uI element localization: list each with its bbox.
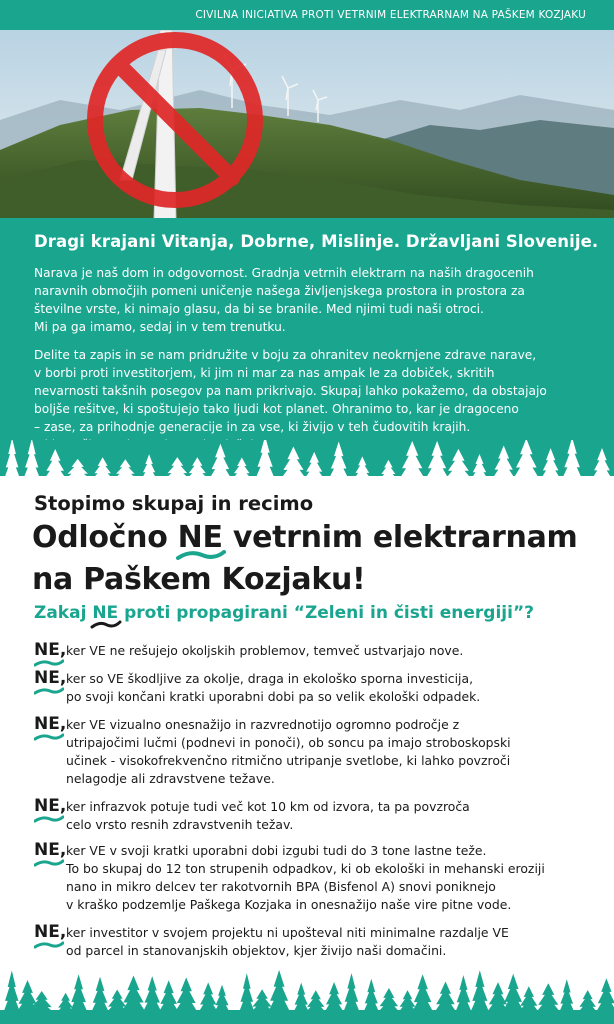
reason-line: ker so VE škodljive za okolje, draga in ekološko sporna investicija, bbox=[66, 671, 474, 686]
tree-icon bbox=[470, 970, 490, 1014]
tree-icon bbox=[304, 990, 327, 1014]
underline-swoosh-icon bbox=[34, 859, 64, 867]
reason-text bbox=[66, 842, 594, 914]
ne-word: NE bbox=[177, 520, 223, 555]
reason-line: utripajočimi lučmi (podnevi in ponoči), ob soncu pa imajo stroboskopski bbox=[66, 735, 511, 750]
greeting-heading: Dragi krajani Vitanja, Dobrne, Mislinje. Državljani Slovenije. bbox=[34, 232, 599, 251]
tree-icon bbox=[142, 976, 163, 1014]
headline-main-line-1 bbox=[32, 520, 577, 555]
subtitle-text: Zakaj bbox=[34, 603, 93, 623]
tree-icon bbox=[433, 982, 458, 1015]
tree-icon bbox=[90, 977, 109, 1014]
ne-label: NE, bbox=[34, 668, 67, 688]
tree-icon bbox=[292, 983, 310, 1014]
tree-icon bbox=[577, 990, 599, 1014]
tree-icon bbox=[363, 979, 380, 1014]
reason-line: nelagodje ali zdravstvene težave. bbox=[66, 771, 275, 786]
underline-swoosh-icon bbox=[34, 659, 64, 667]
tree-icon bbox=[69, 974, 89, 1014]
reason-text bbox=[66, 642, 594, 660]
tree-icon bbox=[558, 979, 575, 1014]
intro-p2-line: nevarnosti takšnih posegov pa nam prikrivajo. Skupaj lahko pokažemo, da obstajajo bbox=[34, 384, 547, 398]
tree-icon bbox=[267, 970, 291, 1014]
reason-line: nano in mikro delcev ter rakotvornih BPA (Bisfenol A) snovi poniknejo bbox=[66, 879, 496, 894]
reason-text bbox=[66, 670, 594, 706]
reason-line: To bo skupaj do 12 ton strupenih odpadkov, ki ob ekološki in mehanski eroziji bbox=[66, 861, 545, 876]
intro-p2-line: Delite ta zapis in se nam pridružite v boju za ohranitev neokrnjene zdrave narave, bbox=[34, 348, 537, 362]
headline-main-line-2: na Paškem Kozjaku! bbox=[32, 562, 366, 597]
underline-swoosh-icon bbox=[34, 687, 64, 695]
hero-photo bbox=[0, 30, 614, 220]
reason-line: ker VE ne rešujejo okoljskih problemov, temveč ustvarjajo nove. bbox=[66, 643, 464, 658]
underline-swoosh-icon bbox=[34, 733, 64, 741]
underline-swoosh-icon bbox=[176, 549, 226, 561]
intro-p2-line: v borbi proti investitorjem, ki jim ni mar za nas ampak le za dobiček, skritih bbox=[34, 366, 495, 380]
underline-swoosh-icon bbox=[34, 815, 64, 823]
ne-label: NE, bbox=[34, 840, 67, 860]
headline-text: vetrnim elektrarnam bbox=[222, 520, 578, 555]
tree-border-top bbox=[0, 440, 614, 485]
tree-icon bbox=[238, 973, 255, 1014]
tree-icon bbox=[535, 983, 562, 1014]
intro-paragraph-2 bbox=[34, 346, 594, 454]
organization-name: CIVILNA INICIATIVA PROTI VETRNIM ELEKTRARNAM NA PAŠKEM KOZJAKU bbox=[195, 9, 586, 21]
reason-line: v kraško podzemlje Paškega Kozjaka in onesnažijo naše vire pitne vode. bbox=[66, 897, 512, 912]
tree-icon bbox=[120, 976, 147, 1015]
reason-line: ker investitor v svojem projektu ni upošteval niti minimalne razdalje VE bbox=[66, 925, 509, 940]
ne-label: NE, bbox=[34, 714, 67, 734]
reason-text bbox=[66, 716, 594, 788]
underline-swoosh-icon bbox=[34, 941, 64, 949]
intro-p1-line: naravnih območjih pomeni uničenje našega življenjskega prostora in prostora za bbox=[34, 284, 525, 298]
tree-icon bbox=[174, 977, 199, 1014]
intro-p2-line: boljše rešitve, ki spoštujejo tako ljudi kot planet. Ohranimo to, kar je dragoceno bbox=[34, 402, 519, 416]
tree-icon bbox=[595, 978, 614, 1014]
intro-p1-line: Mi pa ga imamo, sedaj in v tem trenutku. bbox=[34, 320, 286, 334]
tree-icon bbox=[501, 974, 525, 1014]
reason-line: celo vrsto resnih zdravstvenih težav. bbox=[66, 817, 294, 832]
tree-icon bbox=[3, 971, 21, 1015]
ne-label: NE, bbox=[34, 922, 67, 942]
ne-label: NE, bbox=[34, 640, 67, 660]
headline-subtitle bbox=[34, 603, 534, 623]
tree-border-bottom bbox=[0, 966, 614, 1024]
subtitle-text: proti propagirani “Zeleni in čisti energiji”? bbox=[118, 603, 534, 623]
tree-icon bbox=[343, 973, 361, 1014]
reason-line: po svoji končani kratki uporabni dobi pa so velik ekološki odpadek. bbox=[66, 689, 481, 704]
top-banner bbox=[0, 0, 614, 30]
reason-line: ker VE vizualno onesnažijo in razvrednotijo ogromno področje z bbox=[66, 717, 460, 732]
ne-emphasis bbox=[92, 603, 118, 623]
reason-text bbox=[66, 924, 594, 960]
tree-icon bbox=[377, 988, 402, 1014]
ne-word: NE bbox=[92, 603, 119, 623]
headline-text: Odločno bbox=[32, 520, 178, 555]
tree-icon bbox=[455, 975, 473, 1014]
reason-line: učinek - visokofrekvenčno ritmično utripanje svetlobe, ki lahko povzroči bbox=[66, 753, 511, 768]
reason-line: od parcel in stanovanjskih objektov, kjer živijo naši domačini. bbox=[66, 943, 447, 958]
intro-p1-line: Narava je naš dom in odgovornost. Gradnja vetrnih elektrarn na naših dragocenih bbox=[34, 266, 534, 280]
tree-icon bbox=[213, 985, 230, 1014]
intro-p1-line: številne vrste, ki nimajo glasu, da bi se branile. Med njimi tudi naši otroci. bbox=[34, 302, 484, 316]
tree-icon bbox=[411, 974, 434, 1014]
underline-swoosh-icon bbox=[90, 620, 122, 629]
reason-line: ker VE v svoji kratki uporabni dobi izgubi tudi do 3 tone lastne teže. bbox=[66, 843, 487, 858]
reason-line: ker infrazvok potuje tudi več kot 10 km od izvora, ta pa povzroča bbox=[66, 799, 470, 814]
ne-emphasis bbox=[178, 520, 223, 555]
ne-label: NE, bbox=[34, 796, 67, 816]
tree-icon bbox=[158, 980, 180, 1014]
reason-text bbox=[66, 798, 594, 834]
landscape-illustration bbox=[0, 30, 614, 220]
intro-paragraph-1 bbox=[34, 264, 594, 336]
headline-small: Stopimo skupaj in recimo bbox=[34, 492, 314, 515]
tree-icon bbox=[197, 982, 219, 1014]
tree-icon bbox=[323, 982, 345, 1014]
intro-p2-line: – zase, za prihodnje generacije in za vse, ki živijo v teh čudovitih krajih. bbox=[34, 420, 471, 434]
